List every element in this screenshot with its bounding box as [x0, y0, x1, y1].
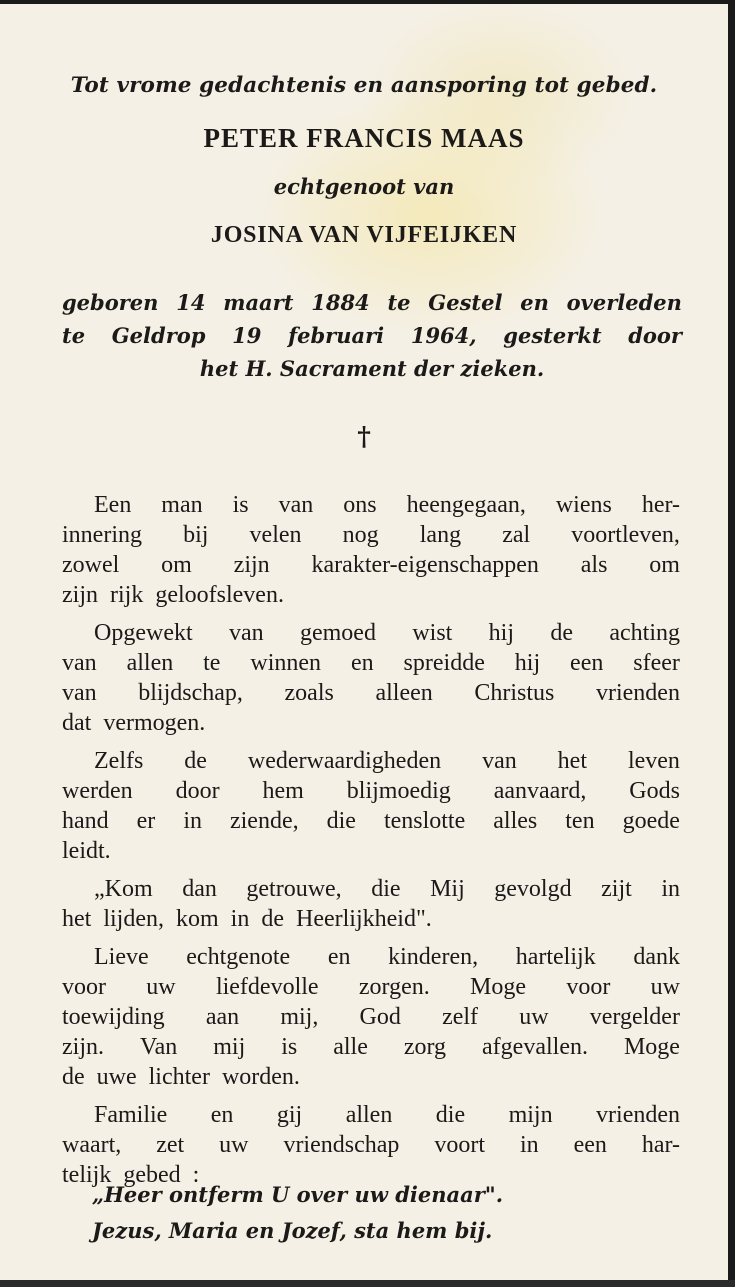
vitals-word: gesterkt [503, 323, 602, 348]
vitals-word: februari [288, 323, 385, 348]
word: om [161, 552, 192, 578]
word: aanvaard, [493, 778, 587, 804]
word: die [435, 1102, 466, 1128]
word: Van [139, 1034, 178, 1060]
word: zijn [62, 582, 98, 608]
word: dat [62, 710, 92, 736]
word: Heerlijkheid". [295, 906, 432, 932]
word: voor [566, 974, 611, 1000]
word: rijk [110, 582, 144, 608]
word: gebed [123, 1162, 181, 1188]
memorial-paragraph [62, 618, 680, 738]
paragraph-line [62, 1062, 680, 1092]
birth-death-details [62, 286, 682, 385]
memorial-text [62, 490, 680, 1198]
word: winnen [250, 650, 322, 676]
word: hartelijk [515, 944, 596, 970]
paragraph-line [62, 618, 680, 648]
word: vergelder [589, 1004, 680, 1030]
word: zijt [601, 876, 632, 902]
paragraph-line [62, 490, 680, 520]
word: her- [641, 492, 680, 518]
word: die [326, 808, 356, 834]
word: leidt. [62, 838, 111, 864]
word: voortleven, [571, 522, 680, 548]
memorial-card [0, 4, 728, 1280]
word: is [281, 1034, 298, 1060]
word: vrienden [596, 1102, 680, 1128]
word: bij [183, 522, 209, 548]
vitals-line [62, 319, 682, 352]
word: innering [62, 522, 142, 548]
word: blijdschap, [138, 680, 243, 706]
word: aan [205, 1004, 240, 1030]
word: hand [62, 808, 109, 834]
word: lichter [148, 1064, 210, 1090]
word: en [350, 650, 374, 676]
deceased-name: PETER FRANCIS MAAS [203, 123, 525, 153]
word: van [278, 492, 314, 518]
word: alles [493, 808, 538, 834]
vitals-word: geboren [62, 290, 159, 315]
word: karakter-eigenschappen [311, 552, 539, 578]
word: mij, [280, 1004, 319, 1030]
vitals-word: Gestel [428, 290, 503, 315]
word: wiens [555, 492, 612, 518]
vitals-word: en [520, 290, 549, 315]
word: waart, [62, 1132, 122, 1158]
word: : [192, 1162, 200, 1188]
paragraph-line [62, 776, 680, 806]
word: de [550, 620, 574, 646]
word: hem [262, 778, 304, 804]
word: zet [156, 1132, 185, 1158]
paragraph-line [62, 520, 680, 550]
word: achting [609, 620, 680, 646]
paragraph-line [62, 708, 680, 738]
paragraph-line [62, 580, 680, 610]
paragraph-line [62, 550, 680, 580]
prayer-line-1: „Heer ontferm U over uw dienaar". [92, 1182, 504, 1207]
word: zijn. [62, 1034, 104, 1060]
word: van [228, 620, 264, 646]
paragraph-line [62, 972, 680, 1002]
word: alleen [375, 680, 433, 706]
word: lang [419, 522, 462, 548]
memorial-paragraph [62, 942, 680, 1092]
dedication-line: Tot vrome gedachtenis en aansporing tot gebed. [70, 73, 658, 98]
word: om [649, 552, 680, 578]
paragraph-line [62, 836, 680, 866]
word: tenslotte [383, 808, 466, 834]
word: Gods [629, 778, 680, 804]
spouse-of-label: echtgenoot van [273, 174, 455, 199]
word: uw [519, 1004, 549, 1030]
word: dank [633, 944, 680, 970]
word: door [175, 778, 220, 804]
word: Familie [94, 1102, 168, 1128]
word: „Kom [94, 876, 153, 902]
word: ten [565, 808, 595, 834]
word: nog [342, 522, 379, 548]
word: har- [641, 1132, 680, 1158]
vitals-line [62, 352, 682, 385]
word: kinderen, [388, 944, 479, 970]
word: gij [276, 1102, 303, 1128]
vitals-line [62, 286, 682, 319]
word: telijk [62, 1162, 112, 1188]
word: Christus [474, 680, 555, 706]
word: van [482, 748, 517, 774]
paragraph-line [62, 746, 680, 776]
word: voort [434, 1132, 486, 1158]
word: voor [62, 974, 106, 1000]
word: uw [650, 974, 680, 1000]
paragraph-line [62, 874, 680, 904]
word: Lieve [94, 944, 149, 970]
memorial-paragraph [62, 874, 680, 934]
word: zowel [62, 552, 120, 578]
word: het [62, 906, 92, 932]
word: liefdevolle [215, 974, 319, 1000]
vitals-word: te [387, 290, 411, 315]
word: spreidde [403, 650, 485, 676]
word: het [557, 748, 587, 774]
word: van [62, 680, 97, 706]
vitals-word: het H. Sacrament der zieken. [199, 356, 545, 381]
word: toewijding [62, 1004, 165, 1030]
memorial-paragraph [62, 746, 680, 866]
spouse-name: JOSINA VAN VIJFEIJKEN [210, 222, 518, 248]
word: man [161, 492, 203, 518]
paragraph-line [62, 942, 680, 972]
word: getrouwe, [246, 876, 342, 902]
vitals-word: 14 [176, 290, 206, 315]
word: hij [514, 650, 541, 676]
word: vermogen. [103, 710, 206, 736]
word: uw [219, 1132, 249, 1158]
word: lijden, [103, 906, 164, 932]
word: die [371, 876, 401, 902]
word: vrienden [595, 680, 680, 706]
paragraph-line [62, 1032, 680, 1062]
word: een [570, 650, 604, 676]
word: zorg [403, 1034, 447, 1060]
word: vriendschap [283, 1132, 400, 1158]
word: ziende, [229, 808, 299, 834]
word: in [230, 906, 250, 932]
word: sfeer [633, 650, 680, 676]
word: in [661, 876, 680, 902]
word: uw [146, 974, 176, 1000]
word: en [210, 1102, 234, 1128]
word: van [62, 650, 97, 676]
word: mij [213, 1034, 246, 1060]
paragraph-line [62, 1130, 680, 1160]
word: er [136, 808, 156, 834]
word: zelf [442, 1004, 479, 1030]
word: ons [343, 492, 377, 518]
cross-icon: † [357, 422, 371, 452]
word: de [184, 748, 207, 774]
paragraph-line [62, 806, 680, 836]
word: blijmoedig [346, 778, 451, 804]
vitals-word: door [628, 323, 682, 348]
word: Een [94, 492, 132, 518]
word: wist [412, 620, 453, 646]
word: in [183, 808, 202, 834]
word: werden [62, 778, 133, 804]
paragraph-line [62, 648, 680, 678]
word: als [580, 552, 608, 578]
word: te [203, 650, 221, 676]
word: Moge [623, 1034, 680, 1060]
word: in [519, 1132, 539, 1158]
word: gevolgd [494, 876, 572, 902]
memorial-paragraph [62, 1100, 680, 1190]
word: en [327, 944, 351, 970]
word: zoals [284, 680, 334, 706]
word: uwe [96, 1064, 137, 1090]
vitals-word: maart [223, 290, 294, 315]
vitals-word: te [62, 323, 86, 348]
word: leven [627, 748, 680, 774]
prayer-line-2: Jezus, Maria en Jozef, sta hem bij. [92, 1218, 493, 1243]
word: Mij [430, 876, 465, 902]
card-header [0, 64, 728, 264]
word: de [261, 906, 284, 932]
paragraph-line [62, 1002, 680, 1032]
word: kom [175, 906, 219, 932]
word: is [232, 492, 249, 518]
word: hij [488, 620, 515, 646]
word: allen [126, 650, 174, 676]
card-bottom-edge [0, 1280, 735, 1287]
vitals-word: overleden [566, 290, 682, 315]
word: zorgen. [358, 974, 430, 1000]
word: de [62, 1064, 85, 1090]
vitals-word: 1964, [410, 323, 477, 348]
word: Opgewekt [94, 620, 193, 646]
vitals-word: 1884 [311, 290, 370, 315]
word: Moge [470, 974, 527, 1000]
vitals-word: Geldrop [111, 323, 206, 348]
word: een [573, 1132, 607, 1158]
word: allen [345, 1102, 393, 1128]
word: goede [622, 808, 680, 834]
memorial-paragraph [62, 490, 680, 610]
word: Zelfs [94, 748, 144, 774]
word: afgevallen. [482, 1034, 588, 1060]
paragraph-line [62, 904, 680, 934]
vitals-word: 19 [232, 323, 262, 348]
word: wederwaardigheden [247, 748, 442, 774]
word: God [359, 1004, 401, 1030]
word: heengegaan, [406, 492, 526, 518]
word: alle [333, 1034, 368, 1060]
paragraph-line [62, 678, 680, 708]
word: zijn [233, 552, 270, 578]
word: echtgenote [186, 944, 291, 970]
word: geloofsleven. [155, 582, 284, 608]
word: worden. [221, 1064, 300, 1090]
paragraph-line [62, 1100, 680, 1130]
word: velen [249, 522, 302, 548]
word: dan [182, 876, 217, 902]
word: mijn [508, 1102, 553, 1128]
word: gemoed [299, 620, 376, 646]
word: zal [502, 522, 531, 548]
